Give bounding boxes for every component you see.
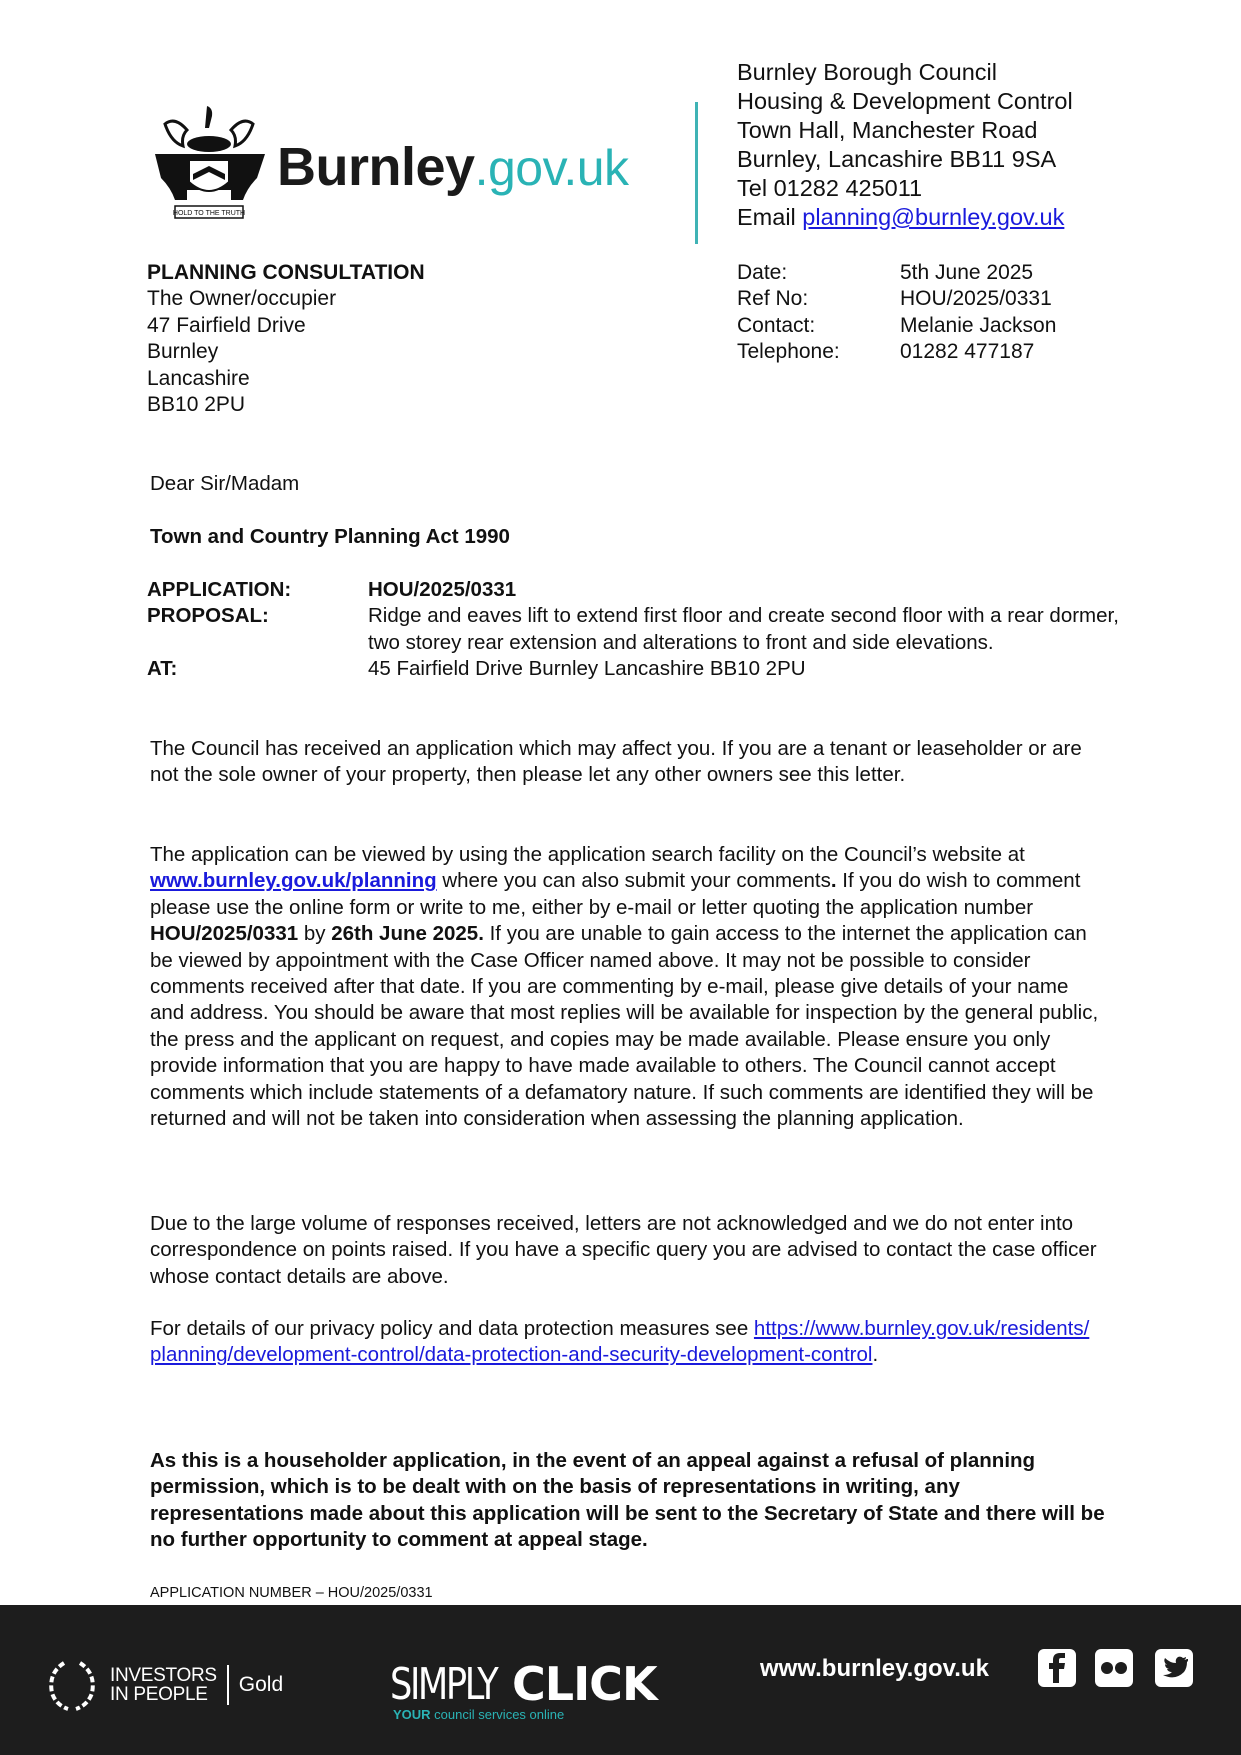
simply-click-logo: [390, 1635, 660, 1725]
paragraph-privacy: [150, 1316, 1100, 1369]
paragraph-appeal-notice: As this is a householder application, in the event of an appeal against a refusal of planning permission, which is to be dealt with on the basis of representations in writing, any representations made about this application will be sent to the Secretary of State and there will be no further opportunity to comment at appeal stage.: [150, 1449, 1105, 1552]
letter-meta: [737, 260, 1056, 366]
iip-separator: [227, 1665, 229, 1705]
header-divider: [695, 102, 698, 244]
iip-line: IN PEOPLE: [110, 1684, 208, 1705]
act-heading: Town and Country Planning Act 1990: [150, 525, 510, 548]
simply-text: SIMPLY: [390, 1659, 497, 1710]
council-address: [737, 58, 1073, 232]
coat-of-arms-icon: [145, 104, 275, 222]
text: The application can be viewed by using the application search facility on the Council’s website at: [150, 843, 1025, 866]
meta-label: Contact:: [737, 313, 816, 337]
facebook-icon[interactable]: [1038, 1649, 1076, 1687]
tag-your: YOUR: [393, 1707, 431, 1722]
application-details: [147, 577, 1137, 683]
recipient-block: [147, 260, 425, 418]
text: For details of our privacy policy and data protection measures see: [150, 1317, 754, 1340]
footer-bar: [0, 1605, 1241, 1755]
meta-row-date: [737, 260, 1056, 286]
comment-deadline: 26th June 2025.: [331, 922, 484, 946]
text: If you are unable to gain access to the internet the application can be viewed by appointment with the Case Officer named above. It may not be possible to consider comments received after that date. If you are commenting by e-mail, please give details of your name and address. You should be aware that most replies will be available for inspection by the general public, the press and the applicant on request, and copies may be made available. Please ensure you only provide information that you are happy to have made available to others. The Council cannot accept comments which include statements of a defamatory nature. If such comments are identified they will be returned and will not be taken into consideration when assessing the planning application.: [150, 922, 1099, 1131]
salutation: Dear Sir/Madam: [150, 472, 300, 495]
email-link[interactable]: planning@burnley.gov.uk: [802, 204, 1065, 230]
email-label: Email: [737, 204, 803, 230]
iip-level: Gold: [238, 1673, 284, 1696]
application-value: HOU/2025/0331: [368, 578, 517, 601]
paragraph-correspondence: Due to the large volume of responses received, letters are not acknowledged and we do not enter into correspondence on points raised. If you have a specific query you are advised to contact the case officer whose contact details are above.: [150, 1212, 1097, 1288]
meta-value: 01282 477187: [900, 340, 1035, 364]
text: .: [872, 1343, 879, 1367]
consultation-heading: PLANNING CONSULTATION: [147, 261, 425, 284]
burnley-logo: [145, 104, 665, 224]
council-email-row: [737, 203, 1073, 232]
text: by: [298, 922, 332, 946]
meta-row-contact: [737, 313, 1056, 339]
logo-motto: HOLD TO THE TRUTH: [172, 210, 246, 217]
council-address-line: Burnley Borough Council: [737, 59, 997, 85]
council-address-line: Town Hall, Manchester Road: [737, 117, 1038, 143]
paragraph-how-to-comment: [150, 842, 1100, 1132]
wordmark: [277, 137, 629, 197]
recipient-line: 47 Fairfield Drive: [147, 313, 306, 337]
iip-text: [110, 1666, 217, 1704]
meta-label: Telephone:: [737, 340, 840, 364]
meta-row-ref: [737, 286, 1056, 312]
application-ref-bold: HOU/2025/0331: [150, 922, 299, 946]
text: If you do wish to comment please use the online form or write to me, either by e-mail or letter quoting the application number: [150, 869, 1081, 919]
simply-click-tagline: [393, 1707, 564, 1722]
wordmark-brand: Burnley: [277, 137, 475, 197]
application-label: APPLICATION:: [147, 578, 292, 601]
footer-website[interactable]: www.burnley.gov.uk: [760, 1655, 989, 1682]
text: where you can also submit your comments: [436, 869, 831, 893]
privacy-policy-link[interactable]: https://www.burnley.gov.uk/residents/planning/development-control/data-protection-and-security-development-control: [150, 1317, 1090, 1367]
text: .: [830, 869, 837, 893]
investors-in-people-logo: [44, 1657, 283, 1713]
recipient-line: BB10 2PU: [147, 393, 246, 417]
laurel-wreath-icon: [44, 1657, 100, 1713]
meta-value: Melanie Jackson: [900, 313, 1057, 337]
proposal-label: PROPOSAL:: [147, 604, 269, 628]
application-row: [147, 577, 1137, 603]
tag-rest: council services online: [430, 1707, 565, 1722]
proposal-row: [147, 603, 1137, 656]
paragraph-notice: The Council has received an application which may affect you. If you are a tenant or leaseholder or are not the sole owner of your property, then please let any other owners see this letter.: [150, 737, 1082, 787]
site-value: 45 Fairfield Drive Burnley Lancashire BB10 2PU: [368, 657, 806, 681]
council-phone: Tel 01282 425011: [737, 175, 923, 201]
meta-label: Ref No:: [737, 287, 809, 311]
iip-line: INVESTORS: [110, 1665, 217, 1686]
twitter-icon[interactable]: [1155, 1649, 1193, 1687]
application-number-footer: APPLICATION NUMBER – HOU/2025/0331: [150, 1585, 433, 1601]
council-address-line: Housing & Development Control: [737, 88, 1073, 114]
flickr-icon[interactable]: [1095, 1649, 1133, 1687]
wordmark-domain: .gov.uk: [474, 140, 629, 196]
click-text: CLICK: [512, 1657, 657, 1711]
site-row: [147, 656, 1137, 682]
recipient-line: The Owner/occupier: [147, 287, 337, 311]
meta-value: HOU/2025/0331: [900, 287, 1052, 311]
recipient-line: Lancashire: [147, 366, 250, 390]
planning-website-link[interactable]: www.burnley.gov.uk/planning: [150, 869, 437, 893]
recipient-line: Burnley: [147, 340, 219, 364]
council-address-line: Burnley, Lancashire BB11 9SA: [737, 146, 1057, 172]
meta-row-telephone: [737, 339, 1056, 365]
site-label: AT:: [147, 657, 178, 681]
meta-value: 5th June 2025: [900, 261, 1034, 284]
meta-label: Date:: [737, 261, 788, 284]
proposal-value: Ridge and eaves lift to extend first floor and create second floor with a rear dormer, two storey rear extension and alterations to front and side elevations.: [368, 604, 1119, 654]
